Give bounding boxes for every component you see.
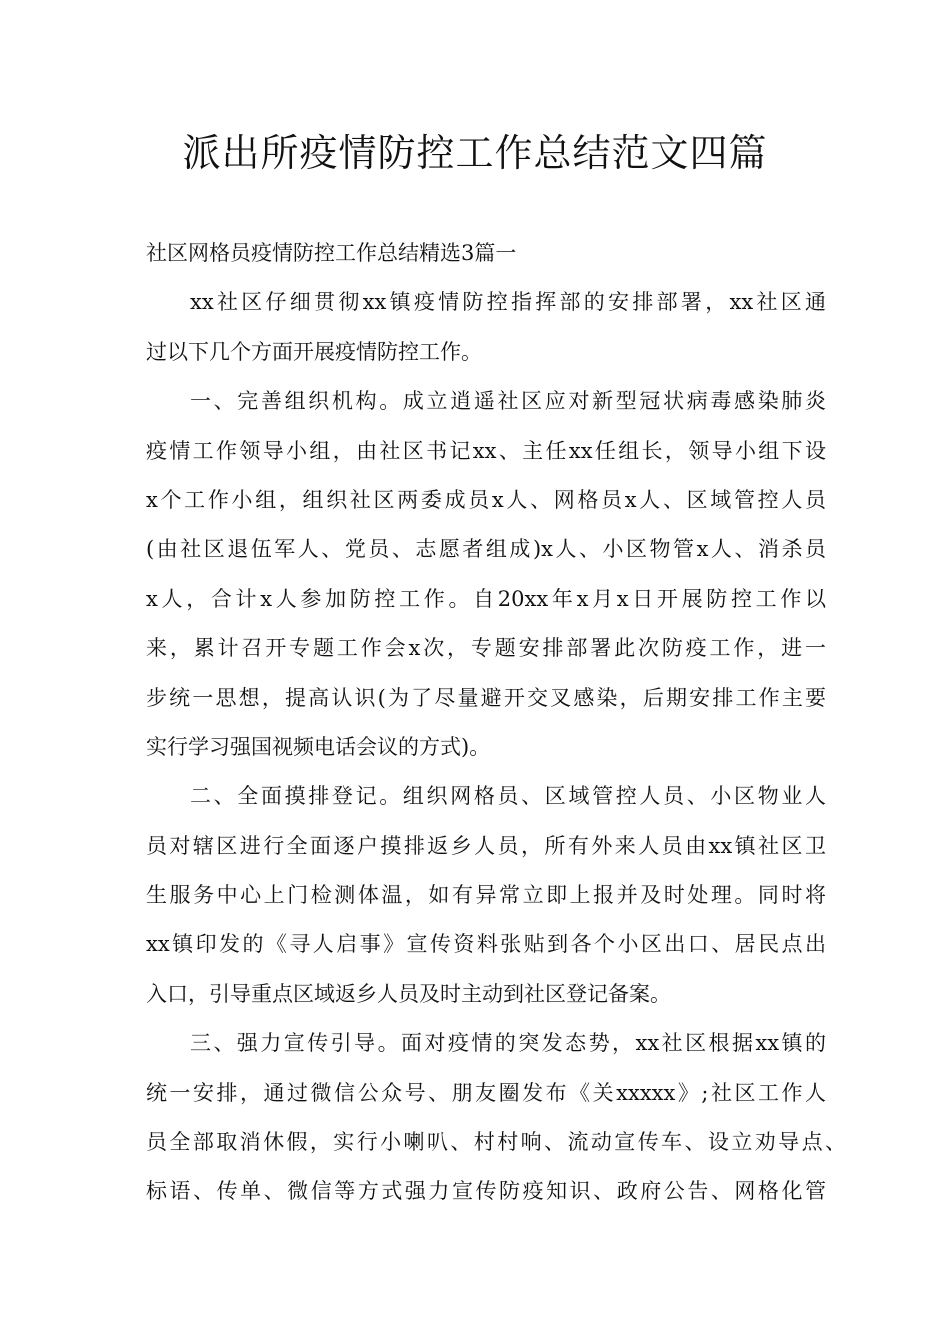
paragraph-line: xx镇印发的《寻人启事》宣传资料张贴到各个小区出口、居民点出 <box>146 932 826 957</box>
paragraph-line: 来，累计召开专题工作会x次，专题安排部署此次防疫工作，进一 <box>146 636 826 661</box>
paragraph-line: 标语、传单、微信等方式强力宣传防疫知识、政府公告、网格化管 <box>146 1179 826 1204</box>
paragraph-line: 实行学习强国视频电话会议的方式)。 <box>146 734 491 759</box>
document-body <box>146 229 846 1217</box>
paragraph-line: 生服务中心上门检测体温，如有异常立即上报并及时处理。同时将 <box>146 883 826 908</box>
paragraph-line: 三、强力宣传引导。面对疫情的突发态势，xx社区根据xx镇的 <box>190 1031 826 1056</box>
paragraph-line: x人，合计x人参加防控工作。自20xx年x月x日开展防控工作以 <box>146 586 826 611</box>
section-heading: 社区网格员疫情防控工作总结精选3篇一 <box>146 241 517 265</box>
paragraph-line: 统一安排，通过微信公众号、朋友圈发布《关xxxxx》;社区工作人 <box>146 1080 826 1105</box>
paragraph-line: 二、全面摸排登记。组织网格员、区域管控人员、小区物业人 <box>190 784 826 809</box>
paragraph-line: (由社区退伍军人、党员、志愿者组成)x人、小区物管x人、消杀员 <box>146 537 826 562</box>
paragraph-line: 员对辖区进行全面逐户摸排返乡人员，所有外来人员由xx镇社区卫 <box>146 833 826 858</box>
paragraph-line: 员全部取消休假，实行小喇叭、村村响、流动宣传车、设立劝导点、 <box>146 1130 846 1155</box>
paragraph-line: 过以下几个方面开展疫情防控工作。 <box>146 339 482 364</box>
paragraph-line: x个工作小组，组织社区两委成员x人、网格员x人、区域管控人员 <box>146 487 826 512</box>
paragraph-line: 步统一思想，提高认识(为了尽量避开交叉感染，后期安排工作主要 <box>146 685 826 710</box>
paragraph-line: 一、完善组织机构。成立逍遥社区应对新型冠状病毒感染肺炎 <box>190 389 826 414</box>
document-title: 派出所疫情防控工作总结范文四篇 <box>182 131 768 175</box>
paragraph-line: 入口，引导重点区域返乡人员及时主动到社区登记备案。 <box>146 981 671 1006</box>
paragraph-line: 疫情工作领导小组，由社区书记xx、主任xx任组长，领导小组下设 <box>146 438 826 463</box>
paragraph-line: xx社区仔细贯彻xx镇疫情防控指挥部的安排部署，xx社区通 <box>190 290 826 315</box>
